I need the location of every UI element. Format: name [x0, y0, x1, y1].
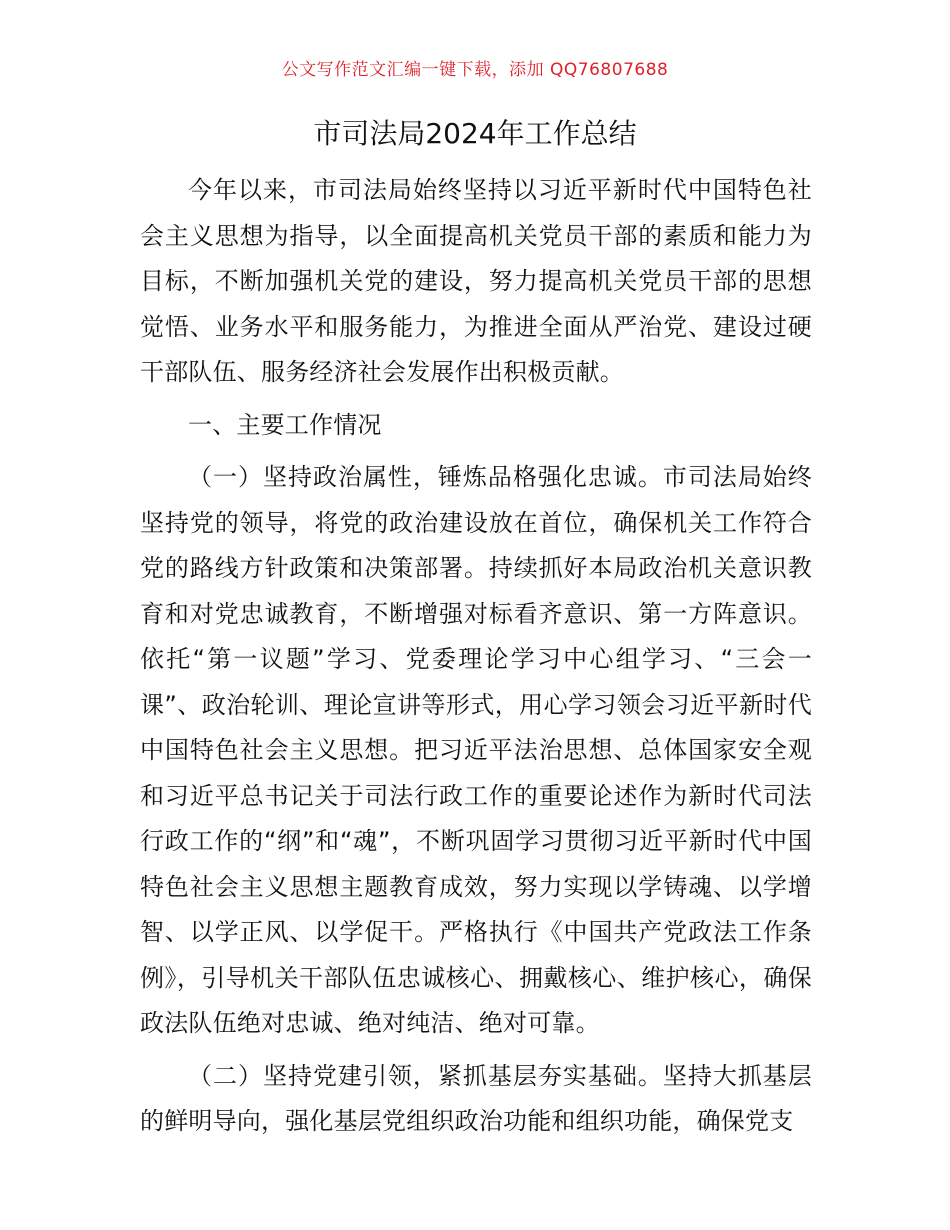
document-body — [140, 168, 812, 1145]
section-heading: 一、主要工作情况 — [188, 410, 382, 439]
item-paragraph-2: （二）坚持党建引领，紧抓基层夯实基础。坚持大抓基层的鲜明导向，强化基层党组织政治功能和组织功能，确保党支 — [140, 1061, 812, 1135]
intro-paragraph: 今年以来，市司法局始终坚持以习近平新时代中国特色社会主义思想为指导，以全面提高机关党员干部的素质和能力为目标，不断加强机关党的建设，努力提高机关党员干部的思想觉悟、业务水平和服务能力，为推进全面从严治党、建设过硬干部队伍、服务经济社会发展作出积极贡献。 — [140, 176, 812, 386]
item-paragraph-1: （一）坚持政治属性，锤炼品格强化忠诚。市司法局始终坚持党的领导，将党的政治建设放在首位，确保机关工作符合党的路线方针政策和决策部署。持续抓好本局政治机关意识教育和对党忠诚教育，不断增强对标看齐意识、第一方阵意识。依托“第一议题”学习、党委理论学习中心组学习、“三会一课”、政治轮训、理论宣讲等形式，用心学习领会习近平新时代中国特色社会主义思想。把习近平法治思想、总体国家安全观和习近平总书记关于司法行政工作的重要论述作为新时代司法行政工作的“纲”和“魂”，不断巩固学习贯彻习近平新时代中国特色社会主义思想主题教育成效，努力实现以学铸魂、以学增智、以学正风、以学促干。严格执行《中国共产党政法工作条例》，引导机关干部队伍忠诚核心、拥戴核心、维护核心，确保政法队伍绝对忠诚、绝对纯洁、绝对可靠。 — [140, 463, 812, 1037]
document-title: 市司法局2024年工作总结 — [313, 117, 637, 150]
download-notice: 公文写作范文汇编一键下载，添加 QQ76807688 — [281, 60, 669, 80]
